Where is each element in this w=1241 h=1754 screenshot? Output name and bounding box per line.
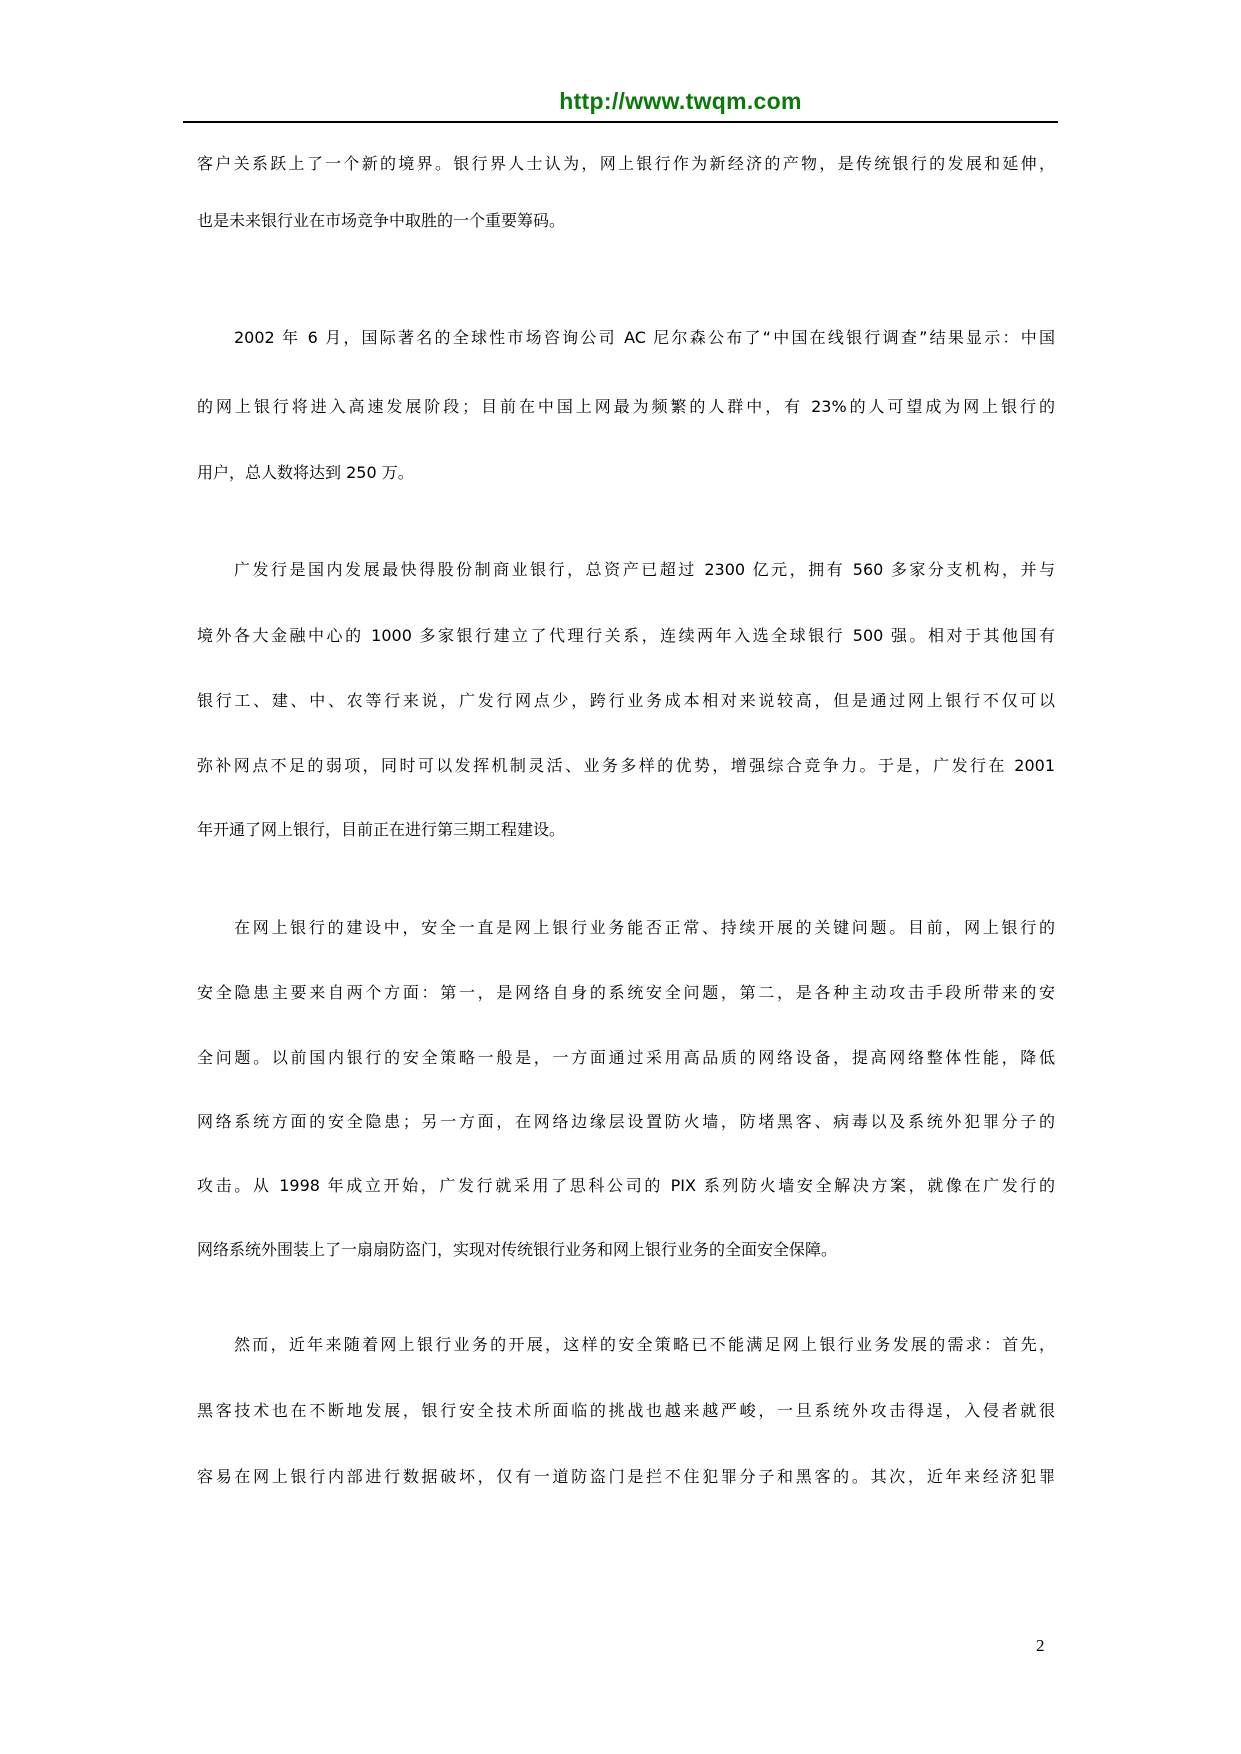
text-line: 网络系统方面的安全隐患；另一方面，在网络边缘层设置防火墙，防堵黑客、病毒以及系统外犯罪分子的 bbox=[197, 1112, 1055, 1131]
text-line: 黑客技术也在不断地发展，银行安全技术所面临的挑战也越来越严峻，一旦系统外攻击得逞，入侵者就很 bbox=[197, 1401, 1055, 1420]
page-number: 2 bbox=[1036, 1636, 1045, 1655]
text-line: 安全隐患主要来自两个方面：第一，是网络自身的系统安全问题，第二，是各种主动攻击手段所带来的安 bbox=[197, 983, 1055, 1002]
text-line: 在网上银行的建设中，安全一直是网上银行业务能否正常、持续开展的关键问题。目前，网上银行的 bbox=[234, 918, 1055, 937]
text-line: 然而，近年来随着网上银行业务的开展，这样的安全策略已不能满足网上银行业务发展的需求：首先， bbox=[234, 1335, 1055, 1354]
text-line: 广发行是国内发展最快得股份制商业银行，总资产已超过 2300 亿元，拥有 560 多家分支机构，并与 bbox=[234, 560, 1055, 579]
text-line: 弥补网点不足的弱项，同时可以发挥机制灵活、业务多样的优势，增强综合竞争力。于是，广发行在 2001 bbox=[197, 756, 1055, 775]
text-line: 攻击。从 1998 年成立开始，广发行就采用了思科公司的 PIX 系列防火墙安全解决方案，就像在广发行的 bbox=[197, 1176, 1055, 1195]
text-line: 全问题。以前国内银行的安全策略一般是，一方面通过采用高品质的网络设备，提高网络整体性能，降低 bbox=[197, 1048, 1055, 1067]
text-line: 的网上银行将进入高速发展阶段；目前在中国上网最为频繁的人群中，有 23%的人可望成为网上银行的 bbox=[197, 397, 1055, 416]
text-line: 年开通了网上银行，目前正在进行第三期工程建设。 bbox=[197, 820, 566, 839]
text-line: 银行工、建、中、农等行来说，广发行网点少，跨行业务成本相对来说较高，但是通过网上银行不仅可以 bbox=[197, 691, 1055, 710]
text-line: 网络系统外围装上了一扇扇防盗门，实现对传统银行业务和网上银行业务的全面安全保障。 bbox=[197, 1240, 838, 1259]
text-line: 也是未来银行业在市场竞争中取胜的一个重要筹码。 bbox=[197, 211, 566, 230]
text-line: 客户关系跃上了一个新的境界。银行界人士认为，网上银行作为新经济的产物，是传统银行的发展和延伸， bbox=[197, 154, 1055, 173]
text-line: 2002 年 6 月，国际著名的全球性市场咨询公司 AC 尼尔森公布了“中国在线银行调查”结果显示：中国 bbox=[234, 328, 1055, 347]
text-line: 境外各大金融中心的 1000 多家银行建立了代理行关系，连续两年入选全球银行 500 强。相对于其他国有 bbox=[197, 626, 1055, 645]
header-divider bbox=[183, 121, 1058, 123]
text-line: 用户，总人数将达到 250 万。 bbox=[197, 463, 414, 482]
header-url: http://www.twqm.com bbox=[559, 88, 802, 114]
text-line: 容易在网上银行内部进行数据破坏，仅有一道防盗门是拦不住犯罪分子和黑客的。其次，近年来经济犯罪 bbox=[197, 1467, 1055, 1486]
